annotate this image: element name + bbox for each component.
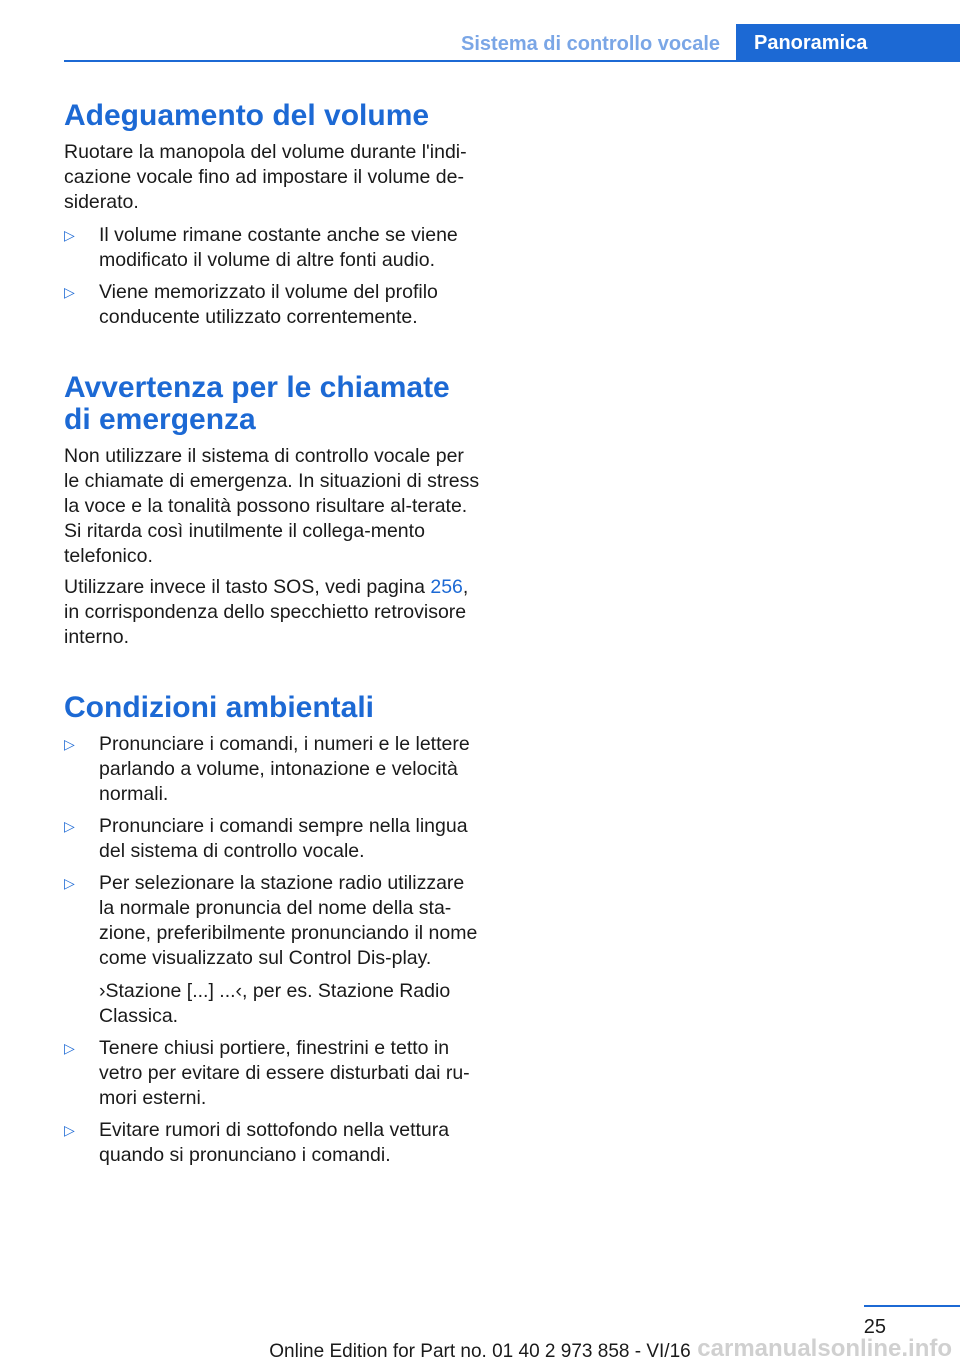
list-item: ▷ Viene memorizzato il volume del profilo conducente utilizzato correntemente. <box>64 281 438 328</box>
page-number: 25 <box>863 1316 886 1338</box>
triangle-right-icon: ▷ <box>64 1122 75 1138</box>
list-item: ▷ Evitare rumori di sottofondo nella vettura quando si pronunciano i comandi. <box>64 1119 450 1166</box>
paragraph-emergency-2: Utilizzare invece il tasto SOS, vedi pagina 256, in corrispondenza dello specchietto retrovisore interno. <box>64 576 469 648</box>
header-rule <box>64 60 960 62</box>
footer-rule <box>864 1305 960 1307</box>
triangle-right-icon: ▷ <box>64 1040 75 1056</box>
list-volume <box>64 223 480 330</box>
triangle-right-icon: ▷ <box>64 736 75 752</box>
list-conditions <box>64 732 480 1168</box>
list-item: ▷ Pronunciare i comandi sempre nella lingua del sistema di controllo vocale. <box>64 815 468 862</box>
triangle-right-icon: ▷ <box>64 818 75 834</box>
heading-volume: Adeguamento del volume <box>64 99 430 132</box>
header-tab: Panoramica <box>736 24 960 62</box>
page-content <box>64 100 480 1175</box>
triangle-right-icon: ▷ <box>64 284 75 300</box>
paragraph-emergency-1: Non utilizzare il sistema di controllo vocale per le chiamate di emergenza. In situazioni di stress la voce e la tonalità possono risultare al-terate. Si ritarda così inutilmente il collega-mento telefonico. <box>64 445 480 567</box>
list-item: ▷ Per selezionare la stazione radio utilizzare la normale pronuncia del nome della sta-zione, preferibilmente pronunciando il nome come visualizzato sul Control Dis-play. ›Stazione [...] ...‹, per es. Stazione Radio Classica. <box>64 871 480 1029</box>
list-item: ▷ Tenere chiusi portiere, finestrini e tetto in vetro per evitare di essere disturbati dai ru-mori esterni. <box>64 1037 470 1109</box>
header-section-title: Sistema di controllo vocale <box>461 33 720 55</box>
heading-emergency: Avvertenza per le chiamate di emergenza <box>64 371 450 436</box>
triangle-right-icon: ▷ <box>64 875 75 891</box>
watermark: carmanualsonline.info <box>697 1335 952 1362</box>
triangle-right-icon: ▷ <box>64 227 75 243</box>
list-item: ▷ Pronunciare i comandi, i numeri e le lettere parlando a volume, intonazione e velocità normali. <box>64 733 470 805</box>
page-link-256[interactable]: 256 <box>430 576 463 598</box>
list-item-example: ›Stazione [...] ...‹, per es. Stazione Radio Classica. <box>99 980 451 1027</box>
footer-edition: Online Edition for Part no. 01 40 2 973 858 - VI/16 <box>269 1341 691 1362</box>
list-item: ▷ Il volume rimane costante anche se viene modificato il volume di altre fonti audio. <box>64 224 458 271</box>
paragraph-volume: Ruotare la manopola del volume durante l'indi-cazione vocale fino ad impostare il volume de-siderato. <box>64 141 467 213</box>
heading-conditions: Condizioni ambientali <box>64 691 375 724</box>
